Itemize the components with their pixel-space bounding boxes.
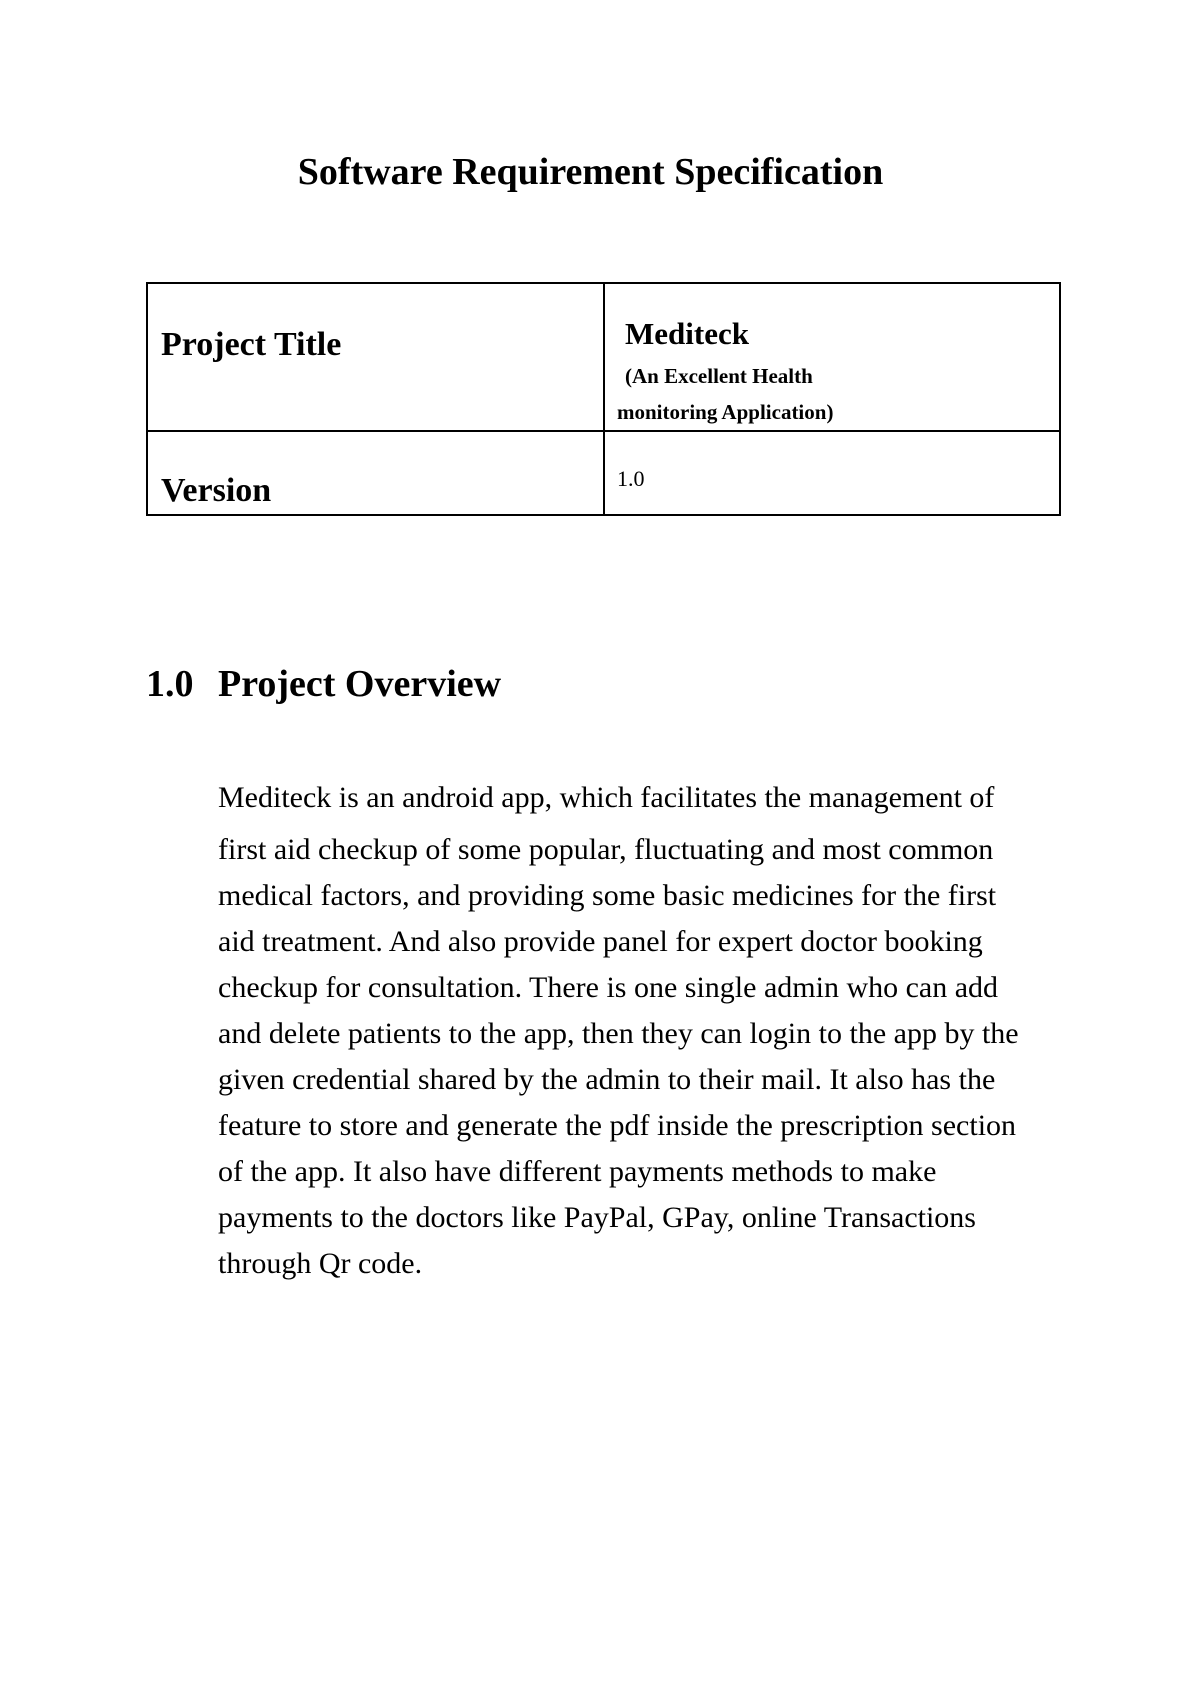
document-title: Software Requirement Specification bbox=[297, 151, 884, 193]
paragraph-line: first aid checkup of some popular, fluctuating and most common bbox=[218, 833, 994, 866]
paragraph-line: medical factors, and providing some basic medicines for the first bbox=[218, 879, 997, 912]
overview-paragraph bbox=[218, 775, 1019, 1287]
version-value: 1.0 bbox=[617, 466, 645, 491]
version-value-cell bbox=[604, 431, 1060, 515]
version-label-cell bbox=[147, 431, 604, 515]
paragraph-line: checkup for consultation. There is one single admin who can add bbox=[218, 971, 999, 1004]
project-title-label: Project Title bbox=[161, 326, 342, 363]
paragraph-line: feature to store and generate the pdf inside the prescription section bbox=[218, 1109, 1017, 1142]
project-title-label-cell bbox=[147, 283, 604, 431]
paragraph-line: through Qr code. bbox=[218, 1247, 423, 1280]
project-info-table bbox=[146, 282, 1061, 516]
project-name: Mediteck bbox=[625, 316, 749, 351]
paragraph-line: and delete patients to the app, then they can login to the app by the bbox=[218, 1017, 1019, 1050]
version-row bbox=[147, 431, 1060, 515]
paragraph-line: Mediteck is an android app, which facilitates the management of bbox=[218, 781, 995, 814]
version-label: Version bbox=[161, 472, 272, 509]
project-title-row bbox=[147, 283, 1060, 431]
project-subtitle-line1: (An Excellent Health bbox=[625, 364, 813, 388]
paragraph-line: payments to the doctors like PayPal, GPay, online Transactions bbox=[218, 1201, 976, 1234]
paragraph-line: of the app. It also have different payments methods to make bbox=[218, 1155, 937, 1188]
section-title: Project Overview bbox=[218, 663, 502, 705]
project-title-value-cell bbox=[604, 283, 1060, 431]
section-heading bbox=[146, 660, 501, 708]
section-number: 1.0 bbox=[146, 663, 194, 705]
project-subtitle-line2: monitoring Application) bbox=[617, 400, 834, 424]
paragraph-line: given credential shared by the admin to their mail. It also has the bbox=[218, 1063, 996, 1096]
paragraph-line: aid treatment. And also provide panel for expert doctor booking bbox=[218, 925, 983, 958]
